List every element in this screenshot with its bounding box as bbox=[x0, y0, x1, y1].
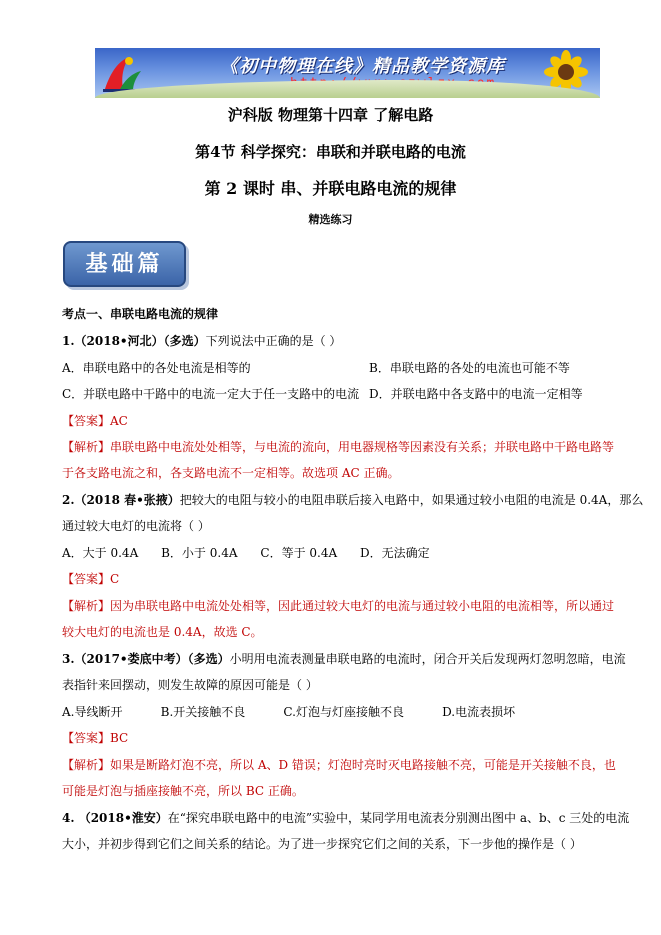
question-3-analysis-line1: 【解析】如果是断路灯泡不亮，所以 A、D 错误；灯泡时亮时灭电路接触不亮，可能是开关接触不良，也 bbox=[62, 758, 616, 772]
question-3-answer: 【答案】BC bbox=[62, 731, 129, 745]
question-3 bbox=[62, 651, 626, 667]
question-4-stem-line1: 在“探究串联电路中的电流”实验中，某同学用电流表分别测出图中 a、b、c 三处的电流 bbox=[167, 811, 630, 825]
question-1-option-c: C．并联电路中干路中的电流一定大于任一支路中的电流 bbox=[62, 387, 360, 401]
question-3-stem-line2: 表指针来回摆动，则发生故障的原因可能是（ ） bbox=[62, 678, 318, 692]
question-1-source: 1.（2018•河北）（多选） bbox=[62, 334, 206, 348]
exercise-label: 精选练习 bbox=[308, 213, 353, 226]
question-4 bbox=[62, 810, 629, 826]
question-2-answer: 【答案】C bbox=[62, 572, 120, 586]
question-1-stem: 下列说法中正确的是（ ） bbox=[205, 334, 342, 348]
section-title: 第4节 科学探究：串联和并联电路的电流 bbox=[195, 143, 466, 161]
question-1-option-a: A．串联电路中的各处电流是相等的 bbox=[62, 361, 251, 375]
question-4-source: 4. （2018•淮安） bbox=[62, 811, 168, 825]
question-3-analysis-line2: 可能是灯泡与插座接触不亮，所以 BC 正确。 bbox=[62, 784, 304, 798]
banner-hills bbox=[95, 80, 600, 98]
level-badge: 基础篇 bbox=[63, 241, 186, 287]
question-3-source: 3.（2017•娄底中考）（多选） bbox=[62, 652, 230, 666]
question-3-options: A.导线断开 B.开关接触不良 C.灯泡与灯座接触不良 D.电流表损坏 bbox=[62, 705, 516, 719]
question-1-answer: 【答案】AC bbox=[62, 414, 128, 428]
question-3-stem-line1: 小明用电流表测量串联电路的电流时，闭合开关后发现两灯忽明忽暗，电流 bbox=[229, 652, 626, 666]
question-2-stem-line2: 通过较大电灯的电流将（ ） bbox=[62, 519, 210, 533]
lesson-title: 第 2 课时 串、并联电路电流的规律 bbox=[204, 179, 457, 198]
question-2-analysis-line2: 较大电灯的电流也是 0.4A，故选 C。 bbox=[62, 625, 263, 639]
question-1-analysis-line1: 【解析】串联电路中电流处处相等，与电流的流向，用电器规格等因素没有关系；并联电路中干路电路等 bbox=[62, 440, 615, 454]
header-banner bbox=[95, 48, 600, 98]
question-1 bbox=[62, 333, 341, 349]
chapter-title: 沪科版 物理第十四章 了解电路 bbox=[227, 106, 434, 124]
question-4-stem-line2: 大小，并初步得到它们之间关系的结论。为了进一步探究它们之间的关系，下一步他的操作是（ ） bbox=[62, 837, 582, 851]
question-1-option-b: B．串联电路的各处的电流也可能不等 bbox=[369, 361, 570, 375]
question-1-option-d: D．并联电路中各支路中的电流一定相等 bbox=[369, 387, 583, 401]
topic-heading: 考点一、串联电路电流的规律 bbox=[62, 307, 219, 321]
question-2-options: A．大于 0.4A B．小于 0.4A C．等于 0.4A D．无法确定 bbox=[62, 546, 430, 560]
question-1-analysis-line2: 于各支路电流之和，各支路电流不一定相等。故选项 AC 正确。 bbox=[62, 466, 400, 480]
question-2-stem-line1: 把较大的电阻与较小的电阻串联后接入电路中，如果通过较小电阻的电流是 0.4A，那么 bbox=[179, 493, 644, 507]
banner-title: 《初中物理在线》精品教学资源库 bbox=[220, 56, 505, 77]
question-2 bbox=[62, 492, 643, 508]
question-2-source: 2.（2018 春•张掖） bbox=[62, 493, 180, 507]
question-2-analysis-line1: 【解析】因为串联电路中电流处处相等，因此通过较大电灯的电流与通过较小电阻的电流相等，所以通过 bbox=[62, 599, 615, 613]
